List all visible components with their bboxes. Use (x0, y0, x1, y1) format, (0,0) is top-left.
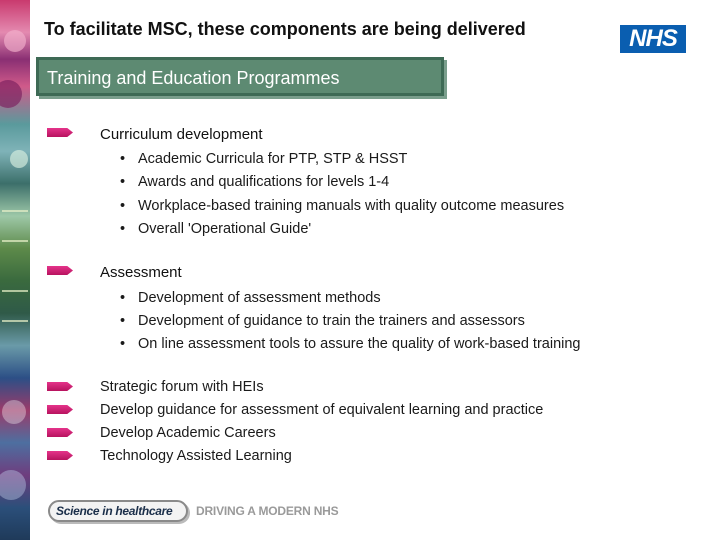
bullet-dot: • (120, 151, 126, 167)
bullet-text: Development of guidance to train the trainers and assessors (138, 313, 525, 329)
bullet-text: Workplace-based training manuals with quality outcome measures (138, 198, 565, 214)
list-item: Develop guidance for assessment of equivalent learning and practice (100, 402, 544, 418)
decorative-image-strip (0, 0, 30, 540)
pink-arrow-marker (47, 128, 73, 137)
pink-arrow-marker (47, 405, 73, 414)
bullet-item (120, 336, 580, 352)
bullet-dot: • (120, 221, 126, 237)
bullet-item (120, 174, 389, 190)
bullet-dot: • (120, 290, 126, 306)
bullet-dot: • (120, 313, 126, 329)
bullet-text: Overall 'Operational Guide' (138, 221, 312, 237)
bullet-text: Development of assessment methods (138, 290, 381, 306)
bullet-item (120, 313, 525, 329)
bullet-item (120, 221, 311, 237)
bullet-text: Awards and qualifications for levels 1-4 (138, 174, 390, 190)
pink-arrow-marker (47, 451, 73, 460)
bullet-text: Academic Curricula for PTP, STP & HSST (138, 151, 408, 167)
list-item: Strategic forum with HEIs (100, 379, 264, 395)
bullet-text: On line assessment tools to assure the quality of work-based training (138, 336, 581, 352)
pink-arrow-marker (47, 266, 73, 275)
list-item: Develop Academic Careers (100, 425, 276, 441)
bullet-dot: • (120, 198, 126, 214)
bullet-dot: • (120, 174, 126, 190)
science-in-healthcare-logo (48, 500, 188, 522)
bullet-dot: • (120, 336, 126, 352)
bullet-item (120, 198, 564, 214)
section-banner-text: Training and Education Programmes (47, 68, 340, 88)
section-heading-curriculum: Curriculum development (100, 126, 263, 143)
pink-arrow-marker (47, 382, 73, 391)
footer-tagline: DRIVING A MODERN NHS (196, 504, 339, 518)
science-in-healthcare-text: Science in healthcare (56, 504, 173, 518)
section-banner (36, 57, 444, 96)
bullet-item (120, 151, 407, 167)
slide-title: To facilitate MSC, these components are being delivered (44, 19, 526, 39)
nhs-logo: NHS (620, 25, 686, 53)
bullet-item (120, 290, 381, 306)
pink-arrow-marker (47, 428, 73, 437)
section-heading-assessment: Assessment (100, 264, 182, 281)
list-item: Technology Assisted Learning (100, 448, 292, 464)
